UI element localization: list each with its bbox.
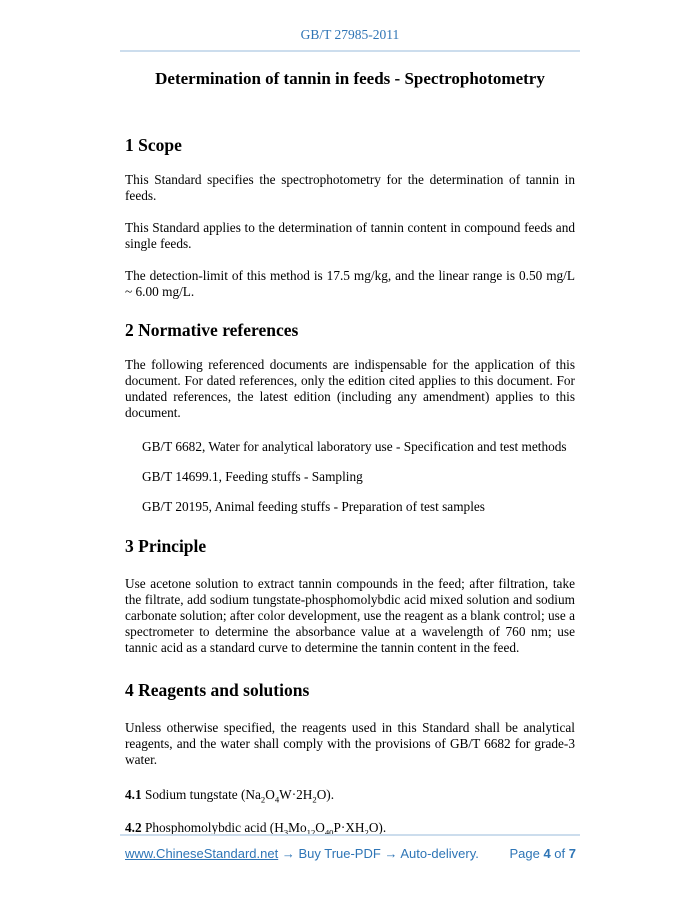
header-rule — [120, 50, 580, 52]
reagent-item-text: Phosphomolybdic acid $(H_3Mo_{12}O_{40}P\cdot XH_2O)$. — [144, 820, 387, 838]
reference-item: GB/T 20195, Animal feeding stuffs - Preparation of test samples — [142, 499, 485, 514]
site-link[interactable]: www.ChineseStandard.net — [125, 846, 279, 861]
footer-page-indicator — [509, 846, 576, 862]
normative-references-intro: The following referenced documents are indispensable for the application of this document. For dated references, only the edition cited applies to this document. For undated references, the latest edition (including any amendment) applies to this document. — [125, 357, 575, 420]
section-heading-reagents: 4 Reagents and solutions — [125, 680, 310, 700]
header-doc-number: GB/T 27985-2011 — [300, 27, 400, 42]
section-heading-normative-references: 2 Normative references — [125, 320, 299, 340]
reagent-item — [125, 786, 575, 803]
reagent-item-number: 4.1 — [125, 787, 142, 802]
reagents-intro: Unless otherwise specified, the reagents used in this Standard shall be analytical reagents, and the water shall comply with the provisions of GB/T 6682 for grade-3 water. — [125, 720, 575, 767]
reagent-item-number: 4.2 — [125, 820, 142, 835]
of-label: of — [554, 846, 566, 861]
page-total: 7 — [568, 846, 576, 861]
section-heading-scope: 1 Scope — [125, 135, 182, 155]
page-current: 4 — [543, 846, 551, 861]
footer-buy-text: Buy True-PDF — [298, 846, 381, 861]
footer-delivery-text: Auto-delivery. — [400, 846, 479, 861]
footer-promo — [125, 846, 479, 862]
scope-paragraph: This Standard applies to the determination of tannin content in compound feeds and single feeds. — [125, 220, 575, 251]
scope-paragraph: This Standard specifies the spectrophotometry for the determination of tannin in feeds. — [125, 172, 575, 203]
footer-rule — [120, 834, 580, 836]
arrow-icon: → — [384, 846, 398, 861]
page-label: Page — [509, 846, 540, 861]
document-body — [0, 135, 700, 836]
reference-item: GB/T 14699.1, Feeding stuffs - Sampling — [142, 469, 363, 484]
document-title: Determination of tannin in feeds - Spectrophotometry — [155, 69, 545, 88]
reference-item: GB/T 6682, Water for analytical laboratory use - Specification and test methods — [142, 439, 567, 454]
scope-paragraph: The detection-limit of this method is 17.5 mg/kg, and the linear range is 0.50 mg/L ~ 6.00 mg/L. — [125, 268, 575, 299]
page-footer — [125, 846, 576, 862]
section-heading-principle: 3 Principle — [125, 536, 207, 556]
arrow-icon: → — [281, 846, 295, 861]
reagent-item-text: Sodium tungstate $(Na_2O_4W\cdot 2H_2O)$. — [144, 787, 335, 805]
principle-paragraph: Use acetone solution to extract tannin compounds in the feed; after filtration, take the filtrate, add sodium tungstate-phosphomolybdic acid mixed solution and sodium carbonate solution; after color development, use the reagent as a blank control; use a spectrometer to determine the absorbance value at a wavelength of 760 nm; use tannic acid as a standard curve to determine the tannin content in the feed. — [125, 576, 575, 655]
